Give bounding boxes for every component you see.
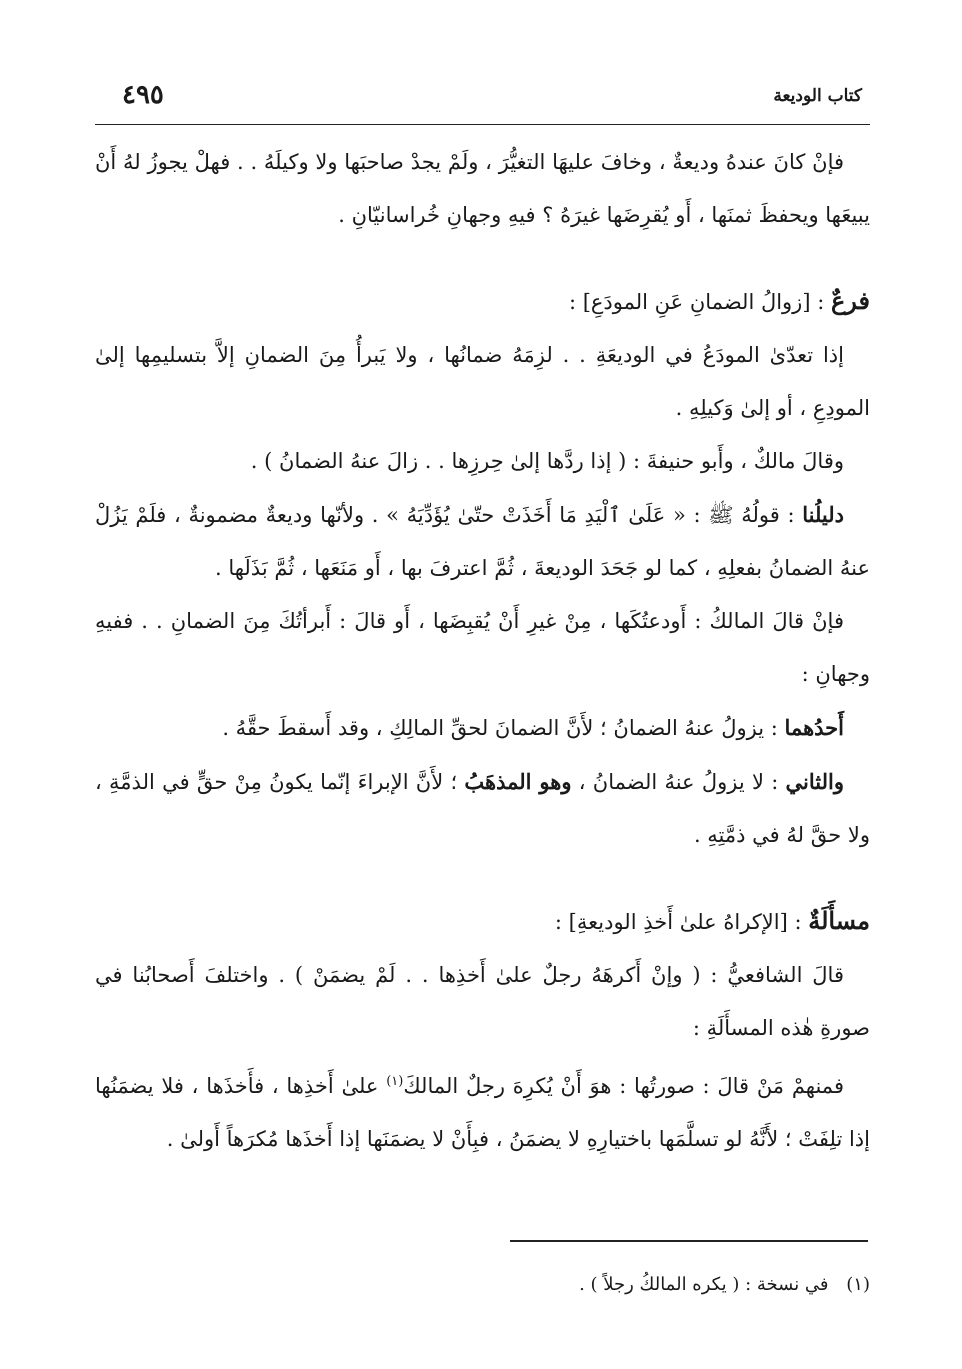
footnote-text: في نسخة : ( يكره المالكُ رجلاً ) . <box>579 1274 829 1295</box>
footnote-number: (١) <box>846 1274 870 1295</box>
section-term: فرعٌ <box>830 286 870 315</box>
paragraph-lead: أَحدُهما <box>784 715 844 740</box>
paragraph-body: ؛ لأَنَّ الإبراءَ إنّما يكونُ مِنْ حقٍّ في الذمَّةِ ، ولا حقَّ لهُ في ذمَّتِهِ . <box>95 770 870 847</box>
paragraph <box>95 488 870 595</box>
footnote <box>95 1270 870 1300</box>
section-gap <box>95 862 870 894</box>
paragraph <box>95 1055 870 1166</box>
paragraph-lead: والثاني <box>785 769 844 794</box>
paragraph-body: علىٰ أَخذِها ، فأَخذَها ، فلا يضمَنُها إذا تلِفَتْ ؛ لأَنَّهُ لو تسلَّمَها باختيارِهِ لا يضمَنُ ، فبِأَنْ لا يضمَنَها إذا أَخذَها مُكرَهاً أَولىٰ . <box>95 1074 870 1151</box>
paragraph <box>95 755 870 862</box>
paragraph <box>95 701 870 755</box>
paragraph-body: : لا يزولُ عنهُ الضمانُ ، <box>571 770 786 794</box>
paragraph-intro: فإنْ كانَ عندهُ وديعةٌ ، وخافَ عليهَا التغيُّرَ ، ولَمْ يجدْ صاحبَها ولا وكيلَهُ . . فهلْ يجوزُ لهُ أَنْ يبيعَها ويحفظَ ثمنَها ، أَو يُقرِضَها غيرَهُ ؟ فيهِ وجهانِ خُراسانيّانِ . <box>95 150 870 227</box>
footnote-reference[interactable]: (١) <box>386 1074 404 1089</box>
chapter-title: كتاب الوديعة <box>773 86 862 106</box>
header-divider <box>95 124 870 125</box>
paragraph-body: : قولُهُ ﷺ : « عَلَىٰ ٱلْيَدِ مَا أَخَذَتْ حتّىٰ يُؤَدِّيَهُ » . ولأنّها وديعةٌ مضمونةٌ ، فلَمْ يَزُلْ عنهُ الضمانُ بفعلِهِ ، كما لو جَحَدَ الوديعةَ ، ثُمَّ اعترفَ بها ، أَو مَنَعَها ، ثُمَّ بَذَلَها . <box>95 503 870 580</box>
section-gap <box>95 242 870 274</box>
running-head <box>100 80 862 116</box>
paragraph: قالَ الشافعيُّ : ( وإنْ أَكرهَهُ رجلٌ علىٰ أَخذِها . . لَمْ يضمَنْ ) . واختلفَ أَصحابُنا في صورةِ هٰذه المسأَلَةِ : <box>95 963 870 1040</box>
paragraph: إذا تعدّىٰ المودَعُ في الوديعَةِ . . لزِمَهُ ضمانُها ، ولا يَبرأُ مِنَ الضمانِ إلاَّ بتسليمِها إلىٰ المودِعِ ، أو إلىٰ وَكيلِهِ . <box>95 343 870 420</box>
paragraph-lead: دليلُنا <box>802 502 844 527</box>
body-text <box>95 136 870 1166</box>
page-number: ٤٩٥ <box>122 80 164 110</box>
section-term: مسأَلَةٌ <box>808 906 870 935</box>
emphasis: وهو المذهَبُ <box>464 769 572 794</box>
section-heading-masala <box>95 894 870 949</box>
paragraph: وقالَ مالكٌ ، وأَبو حنيفةَ : ( إذا ردَّها إلىٰ حِرزِها . . زالَ عنهُ الضمانُ ) . <box>250 449 844 473</box>
section-title: : [زوالُ الضمانِ عَنِ المودَعِ] : <box>568 290 831 314</box>
paragraph-body: فمنهمْ مَنْ قالَ : صورتُها : هوَ أَنْ يُكرِهَ رجلٌ المالكَ <box>403 1074 844 1098</box>
paragraph: فإنْ قالَ المالكُ : أَودعتُكَها ، مِنْ غيرِ أَنْ يُقبِضَها ، أَو قالَ : أَبرأتُكَ مِنَ الضمانِ . . ففيهِ وجهانِ : <box>95 609 870 686</box>
footnote-divider <box>510 1240 868 1242</box>
section-heading-far <box>95 274 870 329</box>
paragraph-body: : يزولُ عنهُ الضمانُ ؛ لأَنَّ الضمانَ لحقِّ المالِكِ ، وقد أَسقطَ حقَّهُ . <box>222 716 785 740</box>
section-title: : [الإكراهُ علىٰ أَخذِ الوديعةِ] : <box>554 910 809 934</box>
